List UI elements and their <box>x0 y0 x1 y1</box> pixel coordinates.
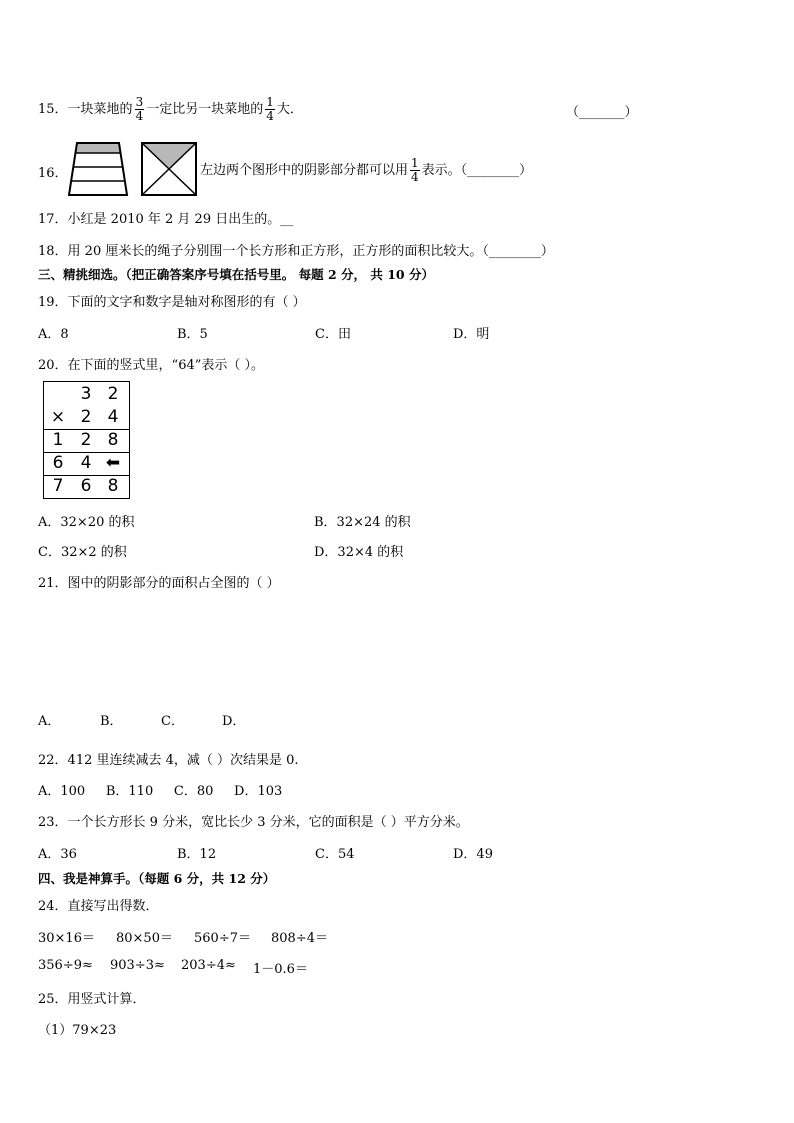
calc-item: 1－0.6＝ <box>253 962 308 977</box>
fraction-1-4: $\frac{1}{4}$ <box>411 156 419 184</box>
fraction-1-4: $\frac{1}{4}$ <box>266 95 274 123</box>
option-c[interactable]: C．54 <box>315 847 355 862</box>
question-text: 左边两个图形中的阴影部分都可以用 <box>200 163 409 178</box>
option-c[interactable]: C．田 <box>315 327 351 342</box>
question-number: 15． <box>38 102 68 117</box>
option-c[interactable]: C． <box>161 714 184 729</box>
trapezoid-figure <box>67 141 129 197</box>
option-c[interactable]: C．32×2 的积 <box>38 545 127 560</box>
calc-item: 560÷7＝ <box>194 931 251 946</box>
arrow-left-icon: ⬅ <box>105 453 121 473</box>
calc-item: 903÷3≈ <box>110 958 165 973</box>
option-a[interactable]: A．8 <box>38 327 69 342</box>
question-17: 17．小红是 2010 年 2 月 29 日出生的。__ <box>38 212 294 227</box>
vertical-row-3: 1 2 8 <box>52 430 119 450</box>
option-b[interactable]: B． <box>100 714 123 729</box>
option-d[interactable]: D．49 <box>453 847 493 862</box>
question-text: 一块菜地的 <box>67 102 133 117</box>
question-24: 24．直接写出得数． <box>38 899 159 914</box>
calc-item: 808÷4＝ <box>271 931 328 946</box>
question-16 <box>200 157 532 184</box>
option-b[interactable]: B．32×24 的积 <box>314 515 411 530</box>
question-22: 22．412 里连续减去 4，减（ ）次结果是 0. <box>38 753 299 768</box>
question-text: 表示。（________） <box>421 163 533 178</box>
calc-item: 356÷9≈ <box>38 958 93 973</box>
question-21: 21．图中的阴影部分的面积占全图的（ ） <box>38 576 280 591</box>
square-figure <box>140 141 198 197</box>
section-3-heading: 三、精挑细选。（把正确答案序号填在括号里。 每题 2 分， 共 10 分） <box>38 267 434 282</box>
option-a[interactable]: A．32×20 的积 <box>38 515 135 530</box>
calc-item: 80×50＝ <box>116 931 173 946</box>
fraction-3-4: $\frac{3}{4}$ <box>135 95 144 123</box>
question-16-number: 16． <box>38 166 68 181</box>
option-b[interactable]: B．5 <box>177 327 208 342</box>
vertical-row-5: 7 6 8 <box>52 476 119 496</box>
question-19: 19．下面的文字和数字是轴对称图形的有（ ） <box>38 295 306 310</box>
calc-item: 203÷4≈ <box>181 958 236 973</box>
question-text: 大． <box>276 102 303 117</box>
vertical-multiplication <box>43 381 130 499</box>
vertical-row-4: 6 4 ⬅ <box>44 453 129 475</box>
answer-blank-15[interactable]: （_______） <box>566 105 638 120</box>
question-text: 一定比另一块菜地的 <box>146 102 264 117</box>
calc-item: 30×16＝ <box>38 931 95 946</box>
vertical-row-1: 3 2 <box>80 384 119 404</box>
option-a[interactable]: A．36 <box>38 847 77 862</box>
option-d[interactable]: D．明 <box>453 327 490 342</box>
question-15 <box>38 96 303 123</box>
sub-question-1: （1）79×23 <box>38 1023 117 1038</box>
option-a[interactable]: A． <box>38 714 61 729</box>
option-d[interactable]: D． <box>222 714 246 729</box>
options-row[interactable]: A．100 B．110 C．80 D．103 <box>38 784 283 799</box>
question-23: 23．一个长方形长 9 分米，宽比长少 3 分米，它的面积是（ ）平方分米。 <box>38 815 469 830</box>
option-d[interactable]: D．32×4 的积 <box>314 545 404 560</box>
question-18: 18．用 20 厘米长的绳子分别围一个长方形和正方形，正方形的面积比较大。（________） <box>38 244 554 259</box>
option-b[interactable]: B．12 <box>177 847 217 862</box>
question-25: 25．用竖式计算． <box>38 992 146 1007</box>
section-4-heading: 四、我是神算手。（每题 6 分，共 12 分） <box>38 871 276 886</box>
question-20: 20．在下面的竖式里，“64”表示（ ）。 <box>38 358 265 373</box>
vertical-row-2: × 2 4 <box>50 407 119 427</box>
